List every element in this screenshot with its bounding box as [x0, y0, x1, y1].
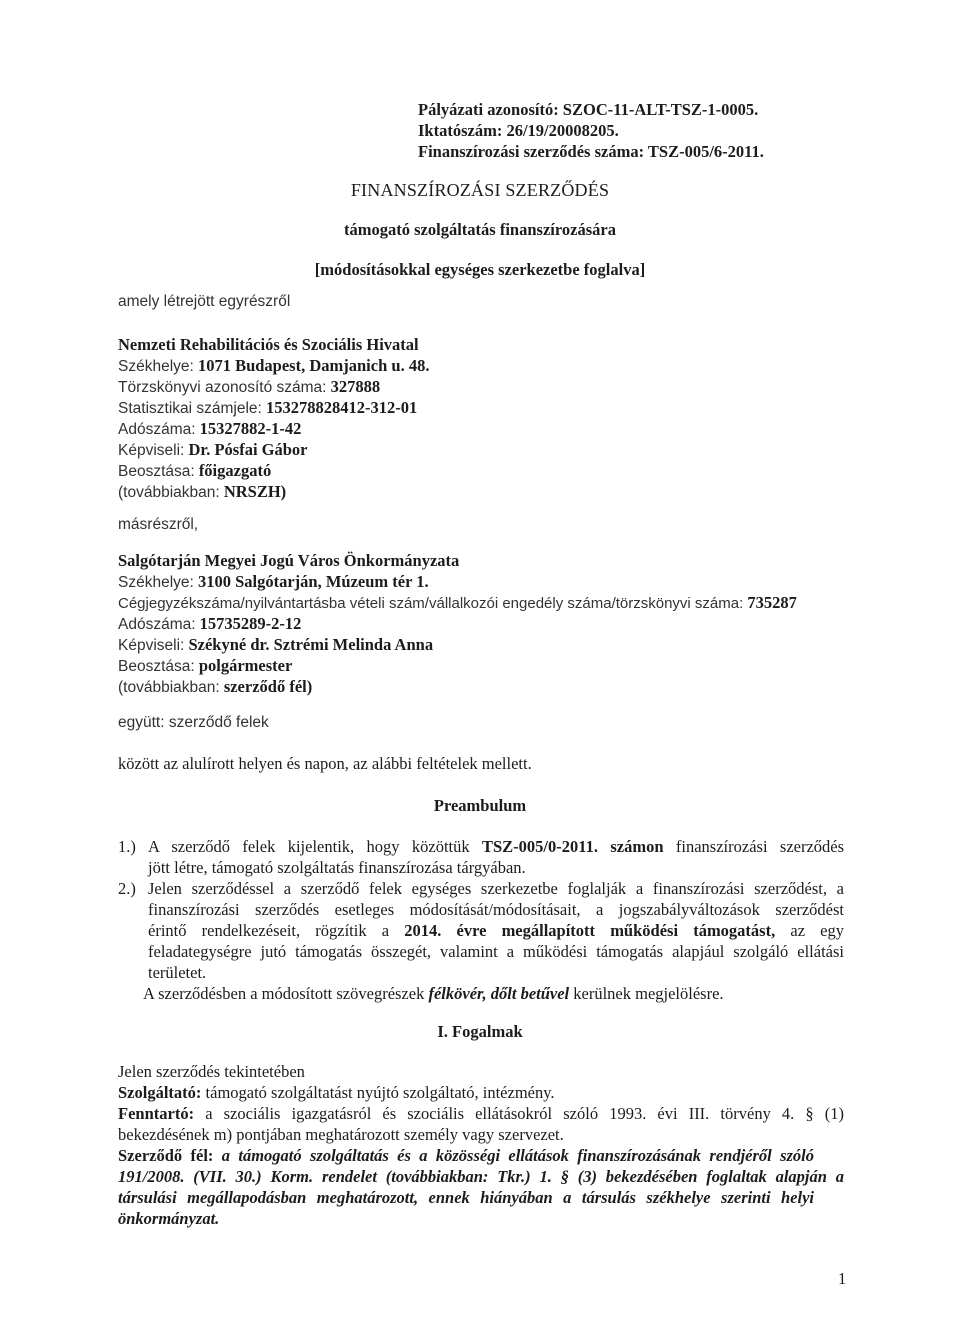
party2-regid-value: 735287: [747, 593, 797, 612]
party1-regid-value: 327888: [330, 377, 381, 396]
together-text: együtt: szerződő felek: [118, 714, 269, 731]
contract-number: Finanszírozási szerződés száma: TSZ-005/6-2011.: [418, 142, 764, 161]
preamble-item2-line5: területet.: [148, 963, 207, 982]
party1-stat-label: Statisztikai számjele:: [118, 400, 262, 417]
party1-tax: [118, 418, 301, 440]
party1-tax-value: 15327882-1-42: [199, 419, 302, 438]
preamble-item2-line2: finanszírozási szerződés esetleges módosítását/módosításait, a jogszabályváltozások szerződést: [148, 900, 844, 919]
def-szerzodo-line2: 191/2008. (VII. 30.) Korm. rendelet (továbbiakban: Tkr.) 1. § (3) bekezdésében foglaltak alapján a: [118, 1167, 844, 1186]
intro-text: amely létrejött egyrészről: [118, 293, 291, 310]
section1-heading: I. Fogalmak: [437, 1022, 523, 1041]
party1-regid-label: Törzskönyvi azonosító száma:: [118, 379, 327, 396]
preamble-item2-line1: Jelen szerződéssel a szerződő felek egységes szerkezetbe foglalják a finanszírozási szerződést, a: [148, 879, 844, 898]
def-szolgaltato-text: támogató szolgáltatást nyújtó szolgáltató, intézmény.: [205, 1083, 555, 1102]
note-text-c: kerülnek megjelölésre.: [573, 984, 724, 1003]
party2-tax-label: Adószáma:: [118, 616, 196, 633]
party1-rep: [118, 439, 307, 461]
def-fenntarto-line2: bekezdésének m) pontjában meghatározott személy vagy szervezet.: [118, 1125, 564, 1144]
item1-text-b: számon: [610, 837, 664, 856]
def-fenntarto-line1: [118, 1103, 844, 1124]
item2-text-a: érintő rendelkezéseit, rögzítik a: [148, 921, 390, 940]
def-szerzodo-term: Szerződő fél:: [118, 1146, 214, 1165]
preamble-item1-number: 1.): [118, 837, 136, 856]
preamble-note: [143, 983, 724, 1004]
section1-intro: Jelen szerződés tekintetében: [118, 1062, 305, 1081]
party2-rep: [118, 634, 433, 656]
document-note: [módosításokkal egységes szerkezetbe foglalva]: [314, 260, 646, 279]
party2-regid-label: Cégjegyzékszáma/nyilvántartásba vételi szám/vállalkozói engedély száma/törzskönyvi száma:: [118, 595, 744, 612]
def-szerzodo-line3: társulási megállapodásban meghatározott, ennek hiányában a társulás székhelye szerinti helyi: [118, 1188, 814, 1207]
item2-support-2014: 2014. évre megállapított működési támogatást,: [404, 921, 776, 940]
def-szerzodo-line4: önkormányzat.: [118, 1209, 220, 1228]
party2-pos-label: Beosztása:: [118, 658, 195, 675]
party2-alias-value: szerződő fél): [223, 677, 313, 696]
party2-position: [118, 655, 292, 677]
party1-tax-label: Adószáma:: [118, 421, 196, 438]
party2-seat-value: 3100 Salgótarján, Múzeum tér 1.: [197, 572, 429, 591]
party2-rep-label: Képviseli:: [118, 637, 185, 654]
def-szerzodo-line1: [118, 1145, 814, 1166]
party1-stat-value: 153278828412-312-01: [265, 398, 418, 417]
preamble-item1-line2: jött létre, támogató szolgáltatás finanszírozása tárgyában.: [148, 858, 526, 877]
preamble-item2-number: 2.): [118, 879, 136, 898]
item2-text-c: az egy: [790, 921, 844, 940]
party2-alias-label: (továbbiakban:: [118, 679, 220, 696]
party2-alias: [118, 676, 312, 698]
party2-tax: [118, 613, 301, 635]
note-text-a: A szerződésben a módosított szövegrészek: [143, 984, 425, 1003]
item1-text-c: finanszírozási szerződés: [675, 837, 845, 856]
party2-tax-value: 15735289-2-12: [199, 614, 302, 633]
party1-seat-value: 1071 Budapest, Damjanich u. 48.: [197, 356, 430, 375]
def-szolgaltato-term: Szolgáltató:: [118, 1083, 202, 1102]
preamble-heading: Preambulum: [433, 796, 527, 815]
party1-alias: [118, 481, 286, 503]
party1-position: [118, 460, 271, 482]
note-highlight: félkövér, dőlt betűvel: [428, 984, 570, 1003]
def-fenntarto-text1: a szociális igazgatásról és szociális ellátásokról szóló 1993. évi III. törvény 4. § (1): [205, 1104, 845, 1123]
party2-seat-label: Székhelye:: [118, 574, 194, 591]
party1-stat: [118, 397, 417, 419]
party1-seat: [118, 355, 429, 377]
party2-seat: [118, 571, 429, 593]
party1-pos-value: főigazgató: [198, 461, 272, 480]
party1-alias-value: NRSZH): [223, 482, 287, 501]
party1-regid: [118, 376, 380, 398]
party1-name: Nemzeti Rehabilitációs és Szociális Hivatal: [118, 335, 419, 354]
party2-rep-value: Székyné dr. Sztrémi Melinda Anna: [188, 635, 434, 654]
party2-regid: [118, 592, 797, 614]
registry-number: Iktatószám: 26/19/20008205.: [418, 121, 619, 140]
def-szerzodo-text1: a támogató szolgáltatás és a közösségi ellátások finanszírozásának rendjéről szóló: [221, 1146, 815, 1165]
party1-rep-value: Dr. Pósfai Gábor: [188, 440, 308, 459]
between-text: között az alulírott helyen és napon, az alábbi feltételek mellett.: [118, 754, 532, 773]
other-party-text: másrészről,: [118, 516, 199, 533]
page-number: 1: [838, 1269, 847, 1288]
party1-seat-label: Székhelye:: [118, 358, 194, 375]
party1-alias-label: (továbbiakban:: [118, 484, 220, 501]
party2-pos-value: polgármester: [198, 656, 293, 675]
preamble-item1-line1: [148, 836, 844, 857]
document-title: FINANSZÍROZÁSI SZERZŐDÉS: [350, 180, 610, 200]
party1-rep-label: Képviseli:: [118, 442, 185, 459]
party2-name: Salgótarján Megyei Jogú Város Önkormányzata: [118, 551, 460, 570]
preamble-item2-line3: [148, 920, 844, 941]
applicant-id: Pályázati azonosító: SZOC-11-ALT-TSZ-1-0005.: [418, 100, 759, 119]
def-szolgaltato: [118, 1082, 555, 1103]
def-fenntarto-term: Fenntartó:: [118, 1104, 195, 1123]
document-subtitle: támogató szolgáltatás finanszírozására: [344, 220, 616, 239]
item1-contract-ref: TSZ-005/0-2011.: [482, 837, 598, 856]
preamble-item2-line4: feladategységre jutó támogatás összegét, valamint a működési támogatás alapjául szolgáló ellátási: [148, 942, 844, 961]
item1-text-a: A szerződő felek kijelentik, hogy közöttük: [148, 837, 470, 856]
party1-pos-label: Beosztása:: [118, 463, 195, 480]
